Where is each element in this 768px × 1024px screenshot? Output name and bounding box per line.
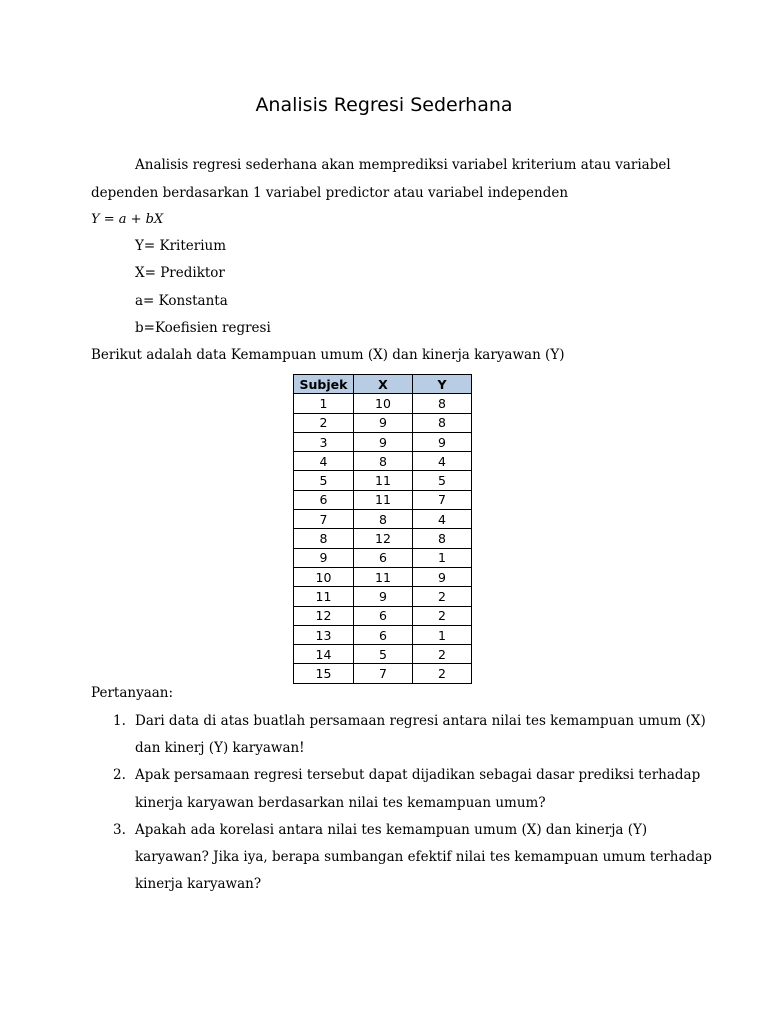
table-row — [294, 452, 472, 471]
header-y: Y — [413, 375, 472, 394]
question-3-line-3: kinerja karyawan? — [135, 876, 262, 892]
intro-line-2: dependen berdasarkan 1 variabel predictor atau variabel independen — [91, 185, 569, 201]
cell-y: 2 — [413, 587, 472, 606]
cell-x: 6 — [354, 606, 413, 625]
definition-b: b=Koefisien regresi — [135, 320, 271, 336]
cell-subjek: 12 — [294, 606, 354, 625]
data-intro: Berikut adalah data Kemampuan umum (X) dan kinerja karyawan (Y) — [91, 347, 565, 363]
cell-y: 2 — [413, 606, 472, 625]
question-3-number: 3. — [113, 822, 126, 838]
cell-y: 5 — [413, 471, 472, 490]
cell-subjek: 6 — [294, 490, 354, 509]
questions-label: Pertanyaan: — [91, 685, 174, 701]
table-row — [294, 567, 472, 586]
question-2-number: 2. — [113, 767, 126, 783]
cell-x: 6 — [354, 625, 413, 644]
question-3-line-2: karyawan? Jika iya, berapa sumbangan efektif nilai tes kemampuan umum terhadap — [135, 849, 712, 865]
question-2-line-1: Apak persamaan regresi tersebut dapat dijadikan sebagai dasar prediksi terhadap — [135, 767, 701, 783]
question-1-line-1: Dari data di atas buatlah persamaan regresi antara nilai tes kemampuan umum (X) — [135, 713, 706, 729]
cell-subjek: 14 — [294, 645, 354, 664]
cell-y: 8 — [413, 413, 472, 432]
table-header-row — [294, 375, 472, 394]
cell-y: 8 — [413, 529, 472, 548]
table-row — [294, 625, 472, 644]
cell-x: 10 — [354, 394, 413, 413]
header-x: X — [354, 375, 413, 394]
table-row — [294, 529, 472, 548]
cell-subjek: 9 — [294, 548, 354, 567]
cell-subjek: 10 — [294, 567, 354, 586]
cell-x: 9 — [354, 413, 413, 432]
cell-y: 4 — [413, 510, 472, 529]
definition-a: a= Konstanta — [135, 293, 228, 309]
table-row — [294, 490, 472, 509]
table-row — [294, 413, 472, 432]
table-row — [294, 471, 472, 490]
table-row — [294, 548, 472, 567]
cell-x: 11 — [354, 471, 413, 490]
cell-subjek: 3 — [294, 432, 354, 451]
table-row — [294, 664, 472, 683]
cell-subjek: 15 — [294, 664, 354, 683]
cell-y: 9 — [413, 432, 472, 451]
cell-subjek: 4 — [294, 452, 354, 471]
cell-y: 7 — [413, 490, 472, 509]
cell-y: 8 — [413, 394, 472, 413]
page-title: Analisis Regresi Sederhana — [255, 94, 513, 116]
table-row — [294, 432, 472, 451]
definition-x: X= Prediktor — [135, 265, 225, 281]
cell-x: 6 — [354, 548, 413, 567]
question-1-number: 1. — [113, 713, 126, 729]
cell-x: 11 — [354, 567, 413, 586]
cell-y: 2 — [413, 645, 472, 664]
table-row — [294, 587, 472, 606]
cell-x: 8 — [354, 452, 413, 471]
cell-x: 8 — [354, 510, 413, 529]
question-3-line-1: Apakah ada korelasi antara nilai tes kemampuan umum (X) dan kinerja (Y) — [135, 822, 648, 838]
cell-y: 9 — [413, 567, 472, 586]
cell-x: 5 — [354, 645, 413, 664]
question-1-line-2: dan kinerj (Y) karyawan! — [135, 740, 305, 756]
intro-line-1: Analisis regresi sederhana akan memprediksi variabel kriterium atau variabel — [135, 157, 671, 173]
regression-formula: Y = a + bX — [91, 212, 164, 227]
cell-subjek: 5 — [294, 471, 354, 490]
cell-x: 9 — [354, 587, 413, 606]
header-subjek: Subjek — [294, 375, 354, 394]
cell-subjek: 1 — [294, 394, 354, 413]
cell-y: 2 — [413, 664, 472, 683]
cell-y: 4 — [413, 452, 472, 471]
cell-subjek: 11 — [294, 587, 354, 606]
cell-x: 7 — [354, 664, 413, 683]
question-2-line-2: kinerja karyawan berdasarkan nilai tes kemampuan umum? — [135, 795, 546, 811]
cell-x: 9 — [354, 432, 413, 451]
cell-y: 1 — [413, 548, 472, 567]
definition-y: Y= Kriterium — [135, 238, 227, 254]
cell-subjek: 8 — [294, 529, 354, 548]
cell-y: 1 — [413, 625, 472, 644]
table-row — [294, 645, 472, 664]
data-table — [293, 374, 472, 684]
cell-x: 11 — [354, 490, 413, 509]
cell-subjek: 7 — [294, 510, 354, 529]
table-row — [294, 394, 472, 413]
cell-subjek: 13 — [294, 625, 354, 644]
table-row — [294, 510, 472, 529]
cell-x: 12 — [354, 529, 413, 548]
table-row — [294, 606, 472, 625]
cell-subjek: 2 — [294, 413, 354, 432]
